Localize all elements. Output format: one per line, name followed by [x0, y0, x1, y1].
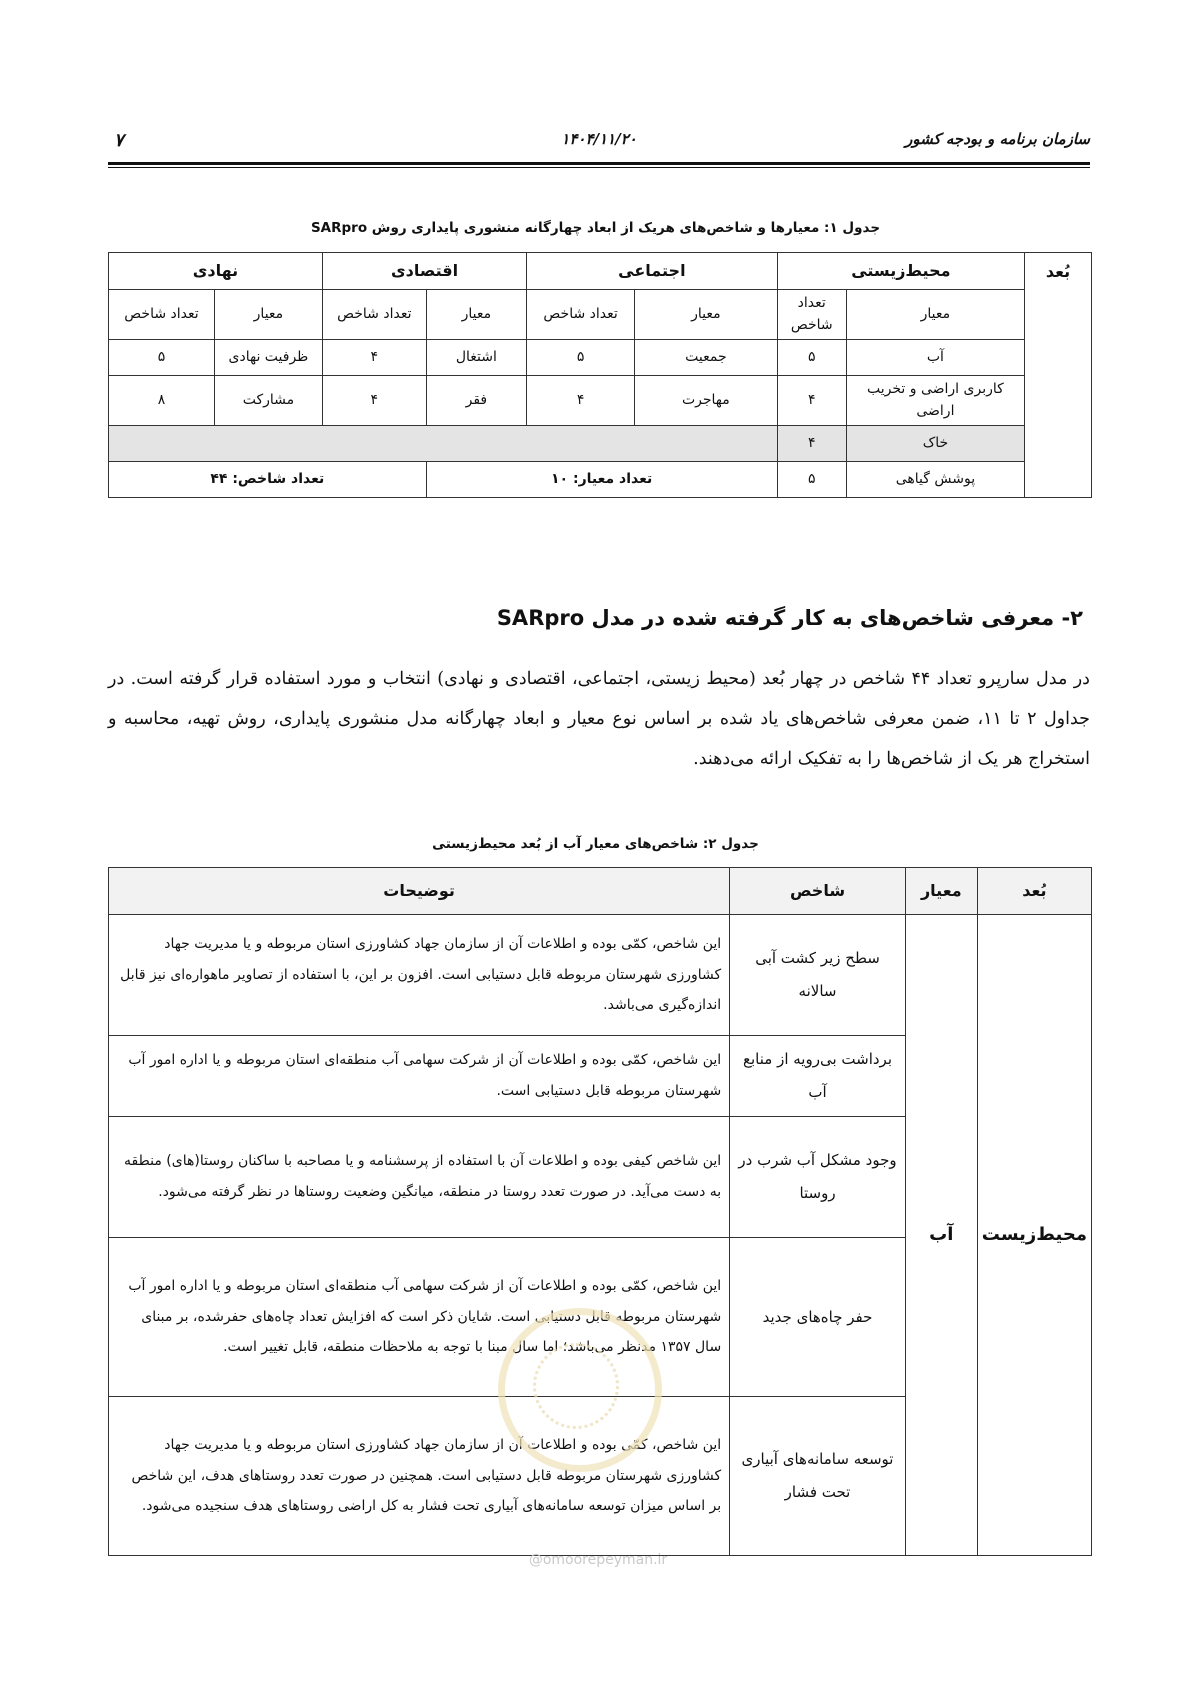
table1-sub-header — [109, 290, 1092, 340]
indicator-cell: حفر چاه‌های جدید — [730, 1238, 906, 1397]
table-cell: ۵ — [109, 339, 215, 375]
table-row — [109, 375, 1092, 425]
table-cell: ۵ — [777, 339, 846, 375]
page-header — [108, 130, 1090, 156]
header-indicator: شاخص — [730, 868, 906, 915]
table-cell: ۴ — [322, 375, 426, 425]
table-cell: فقر — [426, 375, 526, 425]
sub-count: تعداد شاخص — [109, 290, 215, 340]
sub-count: تعداد شاخص — [777, 290, 846, 340]
dim-economic: اقتصادی — [322, 253, 526, 290]
sub-count: تعداد شاخص — [322, 290, 426, 340]
table-cell: ۴ — [777, 425, 846, 461]
table1-dims-row — [109, 253, 1092, 290]
table-cell: کاربری اراضی و تخریب اراضی — [846, 375, 1024, 425]
header-dim: بُعد — [977, 868, 1091, 915]
watermark-seal — [498, 1308, 662, 1472]
table-cell: ۴ — [322, 339, 426, 375]
table1-dim-label: بُعد — [1025, 253, 1092, 498]
indicator-cell: توسعه سامانه‌های آبیاری تحت فشار — [730, 1397, 906, 1556]
sub-criterion: معیار — [426, 290, 526, 340]
table-cell: مشارکت — [214, 375, 322, 425]
desc-cell: این شاخص، کمّی بوده و اطلاعات آن از سازمان جهاد کشاورزی استان مربوطه و یا مدیریت جهاد کشاورزی شهرستان مربوطه قابل دستیابی است. همچنین در صورت تعدد روستاهای هدف، این شاخص بر اساس میزان توسعه سامانه‌های آبیاری تحت فشار به کل اراضی روستاهای هدف سنجیده می‌شود. — [109, 1397, 730, 1556]
desc-cell: این شاخص، کمّی بوده و اطلاعات آن از سازمان جهاد کشاورزی استان مربوطه و یا مدیریت جهاد کشاورزی شهرستان مربوطه قابل دستیابی است. افزون بر این، با استفاده از تصاویر ماهواره‌ای نیز قابل اندازه‌گیری می‌باشد. — [109, 915, 730, 1036]
dim-environment: محیط‌زیستی — [777, 253, 1024, 290]
indicator-cell: برداشت بی‌رویه از منابع آب — [730, 1036, 906, 1117]
header-rule — [108, 162, 1090, 165]
table-cell: ۵ — [527, 339, 635, 375]
table-row — [109, 339, 1092, 375]
header-rule-thin — [108, 167, 1090, 168]
table-row — [109, 425, 1092, 461]
dim-institutional: نهادی — [109, 253, 323, 290]
dim-value: محیط‌زیست — [977, 915, 1091, 1556]
sub-criterion: معیار — [214, 290, 322, 340]
table-cell: ۸ — [109, 375, 215, 425]
table-row — [109, 461, 1092, 497]
indicator-cell: وجود مشکل آب شرب در روستا — [730, 1117, 906, 1238]
table-cell: پوشش گیاهی — [846, 461, 1024, 497]
header-desc: توضیحات — [109, 868, 730, 915]
body-paragraph: در مدل سارپرو تعداد ۴۴ شاخص در چهار بُعد (محیط زیستی، اجتماعی، اقتصادی و نهادی) انتخاب و مورد استفاده قرار گرفته است. در جداول ۲ تا ۱۱، ضمن معرفی شاخص‌های یاد شده بر اساس نوع معیار و ابعاد چهارگانه مدل منشوری پایداری، روش تهیه، محاسبه و استخراج هر یک از شاخص‌ها را به تفکیک ارائه می‌دهند. — [108, 669, 1091, 769]
table2-caption: جدول ۲: شاخص‌های معیار آب از بُعد محیط‌زیستی — [432, 836, 759, 852]
sub-criterion: معیار — [635, 290, 778, 340]
section-heading: ۲- معرفی شاخص‌های به کار گرفته شده در مدل SARpro — [496, 606, 1083, 630]
table-cell: اشتغال — [426, 339, 526, 375]
sub-criterion: معیار — [846, 290, 1024, 340]
table-cell-empty — [109, 425, 778, 461]
table-cell: ۴ — [527, 375, 635, 425]
header-criterion: معیار — [905, 868, 977, 915]
header-org: سازمان برنامه و بودجه کشور — [905, 130, 1090, 148]
table-row — [109, 915, 1092, 1036]
table-cell: ۵ — [777, 461, 846, 497]
total-criteria: تعداد معیار: ۱۰ — [426, 461, 777, 497]
table-cell: ظرفیت نهادی — [214, 339, 322, 375]
table-cell: آب — [846, 339, 1024, 375]
watermark-text: @omoorepeyman.ir — [528, 1552, 668, 1568]
table-cell: خاک — [846, 425, 1024, 461]
table-cell: جمعیت — [635, 339, 778, 375]
desc-cell: این شاخص کیفی بوده و اطلاعات آن با استفاده از پرسشنامه و یا مصاحبه با ساکنان روستا(های) منطقه به دست می‌آید. در صورت تعدد روستا در منطقه، میانگین وضعیت روستاها در نظر گرفته می‌شود. — [109, 1117, 730, 1238]
header-date: ۱۴۰۴/۱۱/۲۰ — [561, 130, 637, 148]
dim-social: اجتماعی — [527, 253, 778, 290]
desc-cell: این شاخص، کمّی بوده و اطلاعات آن از شرکت سهامی آب منطقه‌ای استان مربوطه و یا اداره امور آب شهرستان مربوطه قابل دستیابی است. — [109, 1036, 730, 1117]
table2-header-row — [109, 868, 1092, 915]
table-cell: مهاجرت — [635, 375, 778, 425]
table-cell: ۴ — [777, 375, 846, 425]
table1-caption: جدول ۱: معیارها و شاخص‌های هریک از ابعاد چهارگانه منشوری پایداری روش SARpro — [310, 220, 881, 236]
page-number: ۷ — [114, 130, 124, 151]
indicator-cell: سطح زیر کشت آبی سالانه — [730, 915, 906, 1036]
table1 — [108, 252, 1092, 498]
total-indicators: تعداد شاخص: ۴۴ — [109, 461, 427, 497]
criterion-value: آب — [905, 915, 977, 1556]
desc-cell: این شاخص، کمّی بوده و اطلاعات آن از شرکت سهامی آب منطقه‌ای استان مربوطه و یا اداره امور آب شهرستان مربوطه قابل دستیابی است. شایان ذکر است که افزایش تعداد چاه‌های حفرشده، بر مبنای سال ۱۳۵۷ مدنظر می‌باشد؛ اما سال مبنا با توجه به ملاحظات منطقه، قابل تغییر است. — [109, 1238, 730, 1397]
sub-count: تعداد شاخص — [527, 290, 635, 340]
